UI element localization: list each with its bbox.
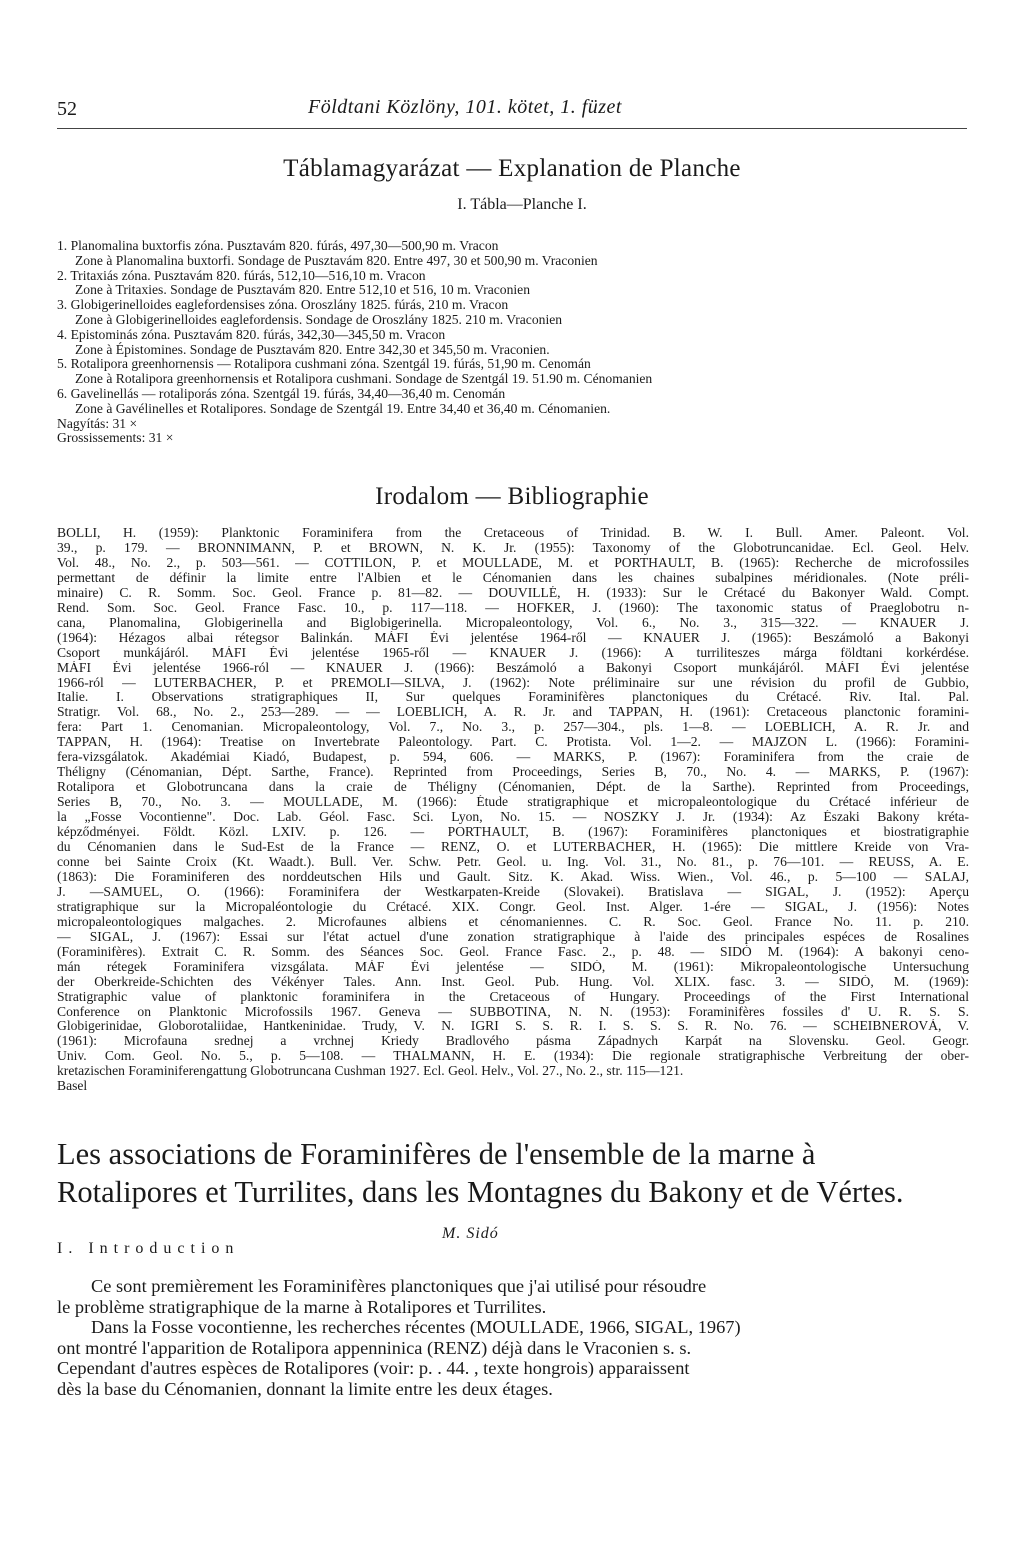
bibliography-line: Théligny (Cénomanian, Dépt. Sarthe, France). Reprinted from Proceedings, Series B, 70., No. 4. — MARKS, P. (1967): (57, 765, 969, 780)
explanation-line: 6. Gavelinellás — rotaliporás zóna. Szentgál 19. fúrás, 34,40—36,40 m. Cenomán (57, 385, 506, 401)
article-author: M. Sidó (442, 1225, 499, 1242)
explanation-line: Zone à Planomalina buxtorfi. Sondage de Pusztavám 820. Entre 497, 30 et 500,90 m. Vraconien (75, 252, 598, 268)
explanation-line: 4. Epistominás zóna. Pusztavám 820. fúrás, 342,30—345,50 m. Vracon (57, 326, 446, 342)
bibliography-line: du Cénomanien dans le Sud-Est de la France — RENZ, O. et LUTERBACHER, H. (1965): Die mittlere Kreide von Vra- (57, 840, 969, 855)
bibliography-line: stratigraphique sur la Micropaléontologie du Crétacé. XIX. Congr. Geol. Inst. Alger. 1-ére — SIGAL, J. (1956): Notes (57, 899, 969, 914)
page-number: 52 (57, 98, 77, 120)
paragraph-line: Dans la Fosse vocontienne, les recherches récentes (MOULLADE, 1966, SIGAL, 1967) (91, 1317, 741, 1337)
bibliography-line: minaire) C. R. Somm. Soc. Geol. France p. 81—82. — DOUVILLÉ, H. (1933): Sur le Crétacé du Bakonyer Wald. Compt. (57, 585, 969, 600)
paragraph-line: dès la base du Cénomanien, donnant la limite entre les deux étages. (57, 1378, 553, 1399)
bibliography-line: MÁFI Évi jelentése 1966-ról — KNAUER J. (1966): Beszámoló a Bakonyi Csoport munkájáról. MÁFI Évi jelentése (57, 660, 969, 675)
bibliography-line: la „Fosse Vocontienne". Doc. Lab. Géol. Fasc. Sci. Lyon, No. 15. — NOSZKY J. Jr. (1934): Az Északi Bakony kréta- (57, 810, 969, 825)
article-title-line: Les associations de Foraminifères de l'ensemble de la marne à (57, 1137, 816, 1171)
bibliography-line: permettant de définir la limite entre l'Albien et le Cénomanien dans les chaines subalpines méridionales. (Note préli- (57, 570, 969, 585)
explanation-line: Zone à Épistomines. Sondage de Pusztavám 820. Entre 342,30 et 345,50 m. Vraconien. (75, 341, 550, 357)
bibliography-line: (Foraminifères). Extrait C. R. Somm. des Séances Soc. Geol. France Fasc. 2., p. 48. — SIDÓ M. (1964): A bakonyi ceno- (57, 944, 969, 959)
magnification-line: Grossissements: 31 × (57, 430, 174, 446)
paragraph-line: ont montré l'apparition de Rotalipora appenninica (RENZ) déjà dans le Vraconien s. s. (57, 1337, 692, 1358)
bibliography-line: (1961): Microfauna srednej a vrchnej Kriedy Bradlového pásma Západnych Karpát na Slovensku. Geol. Geogr. (57, 1034, 969, 1049)
plate-explanation-title: Táblamagyarázat — Explanation de Planche (283, 155, 741, 182)
explanation-line: Zone à Tritaxies. Sondage de Pusztavám 820. Entre 512,10 et 516, 10 m. Vraconien (75, 282, 530, 298)
bibliography-line: J. —SAMUEL, O. (1966): Foraminifera der Westkarpaten-Kreide (Slovakei). Bratislava — SIGAL, J. (1952): Aperçu (57, 884, 969, 899)
article-title-line: Rotalipores et Turrilites, dans les Montagnes du Bakony et de Vértes. (57, 1175, 904, 1209)
paragraph-line: Ce sont premièrement les Foraminifères planctoniques que j'ai utilisé pour résoudre (91, 1276, 707, 1296)
bibliography-line: képződményei. Földt. Közl. LXIV. p. 126. — PORTHAULT, B. (1967): Foraminifères planctoniques et biostratigraphie (57, 825, 969, 840)
introduction-paragraph (57, 1276, 969, 1399)
bibliography-line: Rotalipora et Globotruncana dans la craie de Théligny (Cénomanien, Dépt. de la Sarthe). Reprinted from Proceedings, (57, 780, 969, 795)
bibliography-line: kretazischen Foraminiferengattung Globotruncana Cushman 1927. Ecl. Geol. Helv., Vol. 27., No. 2., str. 115—121. (57, 1064, 684, 1079)
plate-explanation-list (57, 239, 977, 446)
bibliography-line: fera-vizsgálatok. Akadémiai Kiadó, Budapest, p. 594, 606. — MARKS, P. (1967): Foraminifera from the craie de (57, 750, 969, 765)
explanation-line: 1. Planomalina buxtorfis zóna. Pusztavám 820. fúrás, 497,30—500,90 m. Vracon (57, 238, 499, 253)
bibliography-title: Irodalom — Bibliographie (375, 483, 649, 510)
bibliography-line: (1863): Die Foraminiferen des norddeutschen Hils und Gault. Sitz. K. Akad. Wiss. Wien., Vol. 46., p. 5—100 — SALAJ, (57, 869, 969, 884)
bibliography-line: cana, Planomalina, Globigerinella and Biglobigerinella. Micropaleontology, Vol. 6., No. 3., 315—322. — KNAUER J. (57, 615, 969, 630)
bibliography-text (57, 526, 969, 1094)
bibliography-line: Italie. I. Observations stratigraphiques II, Sur quelques Foraminifères planctoniques du Crétacé. Riv. Ital. Pal. (57, 690, 969, 705)
bibliography-line: BOLLI, H. (1959): Planktonic Foraminifera from the Cretaceous of Trinidad. B. W. I. Bull. Amer. Paleont. Vol. (57, 526, 969, 540)
bibliography-line: Univ. Com. Geol. No. 5., p. 5—108. — THALMANN, H. E. (1934): Die regionale stratigraphische Verbreitung der ober- (57, 1049, 969, 1064)
explanation-line: Zone à Globigerinelloides eaglefordensis. Sondage de Oroszlány 1825. 210 m. Vraconien (75, 311, 563, 327)
paragraph-line: le problème stratigraphique de la marne à Rotalipores et Turrilites. (57, 1296, 547, 1317)
bibliography-line: 1966-ról — LUTERBACHER, P. et PREMOLI—SILVA, J. (1962): Note préliminaire sur une révision du profil de Gubbio, (57, 675, 969, 690)
bibliography-line: der Oberkreide-Schichten des Vékényer Tales. Ann. Inst. Geol. Pub. Hung. Vol. XLIX. fasc. 3. — SIDÓ, M. (1969): (57, 974, 969, 989)
bibliography-line: Rend. Som. Soc. Geol. France Fasc. 10., p. 117—118. — HOFKER, J. (1960): The taxonomic status of Praeglobotru n- (57, 600, 969, 615)
bibliography-line: Series B, 70., No. 3. — MOULLADE, M. (1966): Étude stratigraphique et micropaleontologique du Crétacé inférieur de (57, 795, 969, 810)
bibliography-line: Globigerinidae, Globorotaliidae, Hantkeninidae. Trudy, V. N. IGRI S. S. R. I. S. S. S. R. No. 76. — SCHEIBNEROVÁ, V. (57, 1019, 969, 1034)
section-heading: I. Introduction (57, 1240, 240, 1257)
bibliography-line: Basel (57, 1079, 88, 1094)
header-rule (57, 128, 967, 129)
bibliography-line: 39., p. 179. — BRONNIMANN, P. et BROWN, N. K. Jr. (1955): Taxonomy of the Globotruncanidae. Ecl. Geol. Helv. (57, 540, 969, 555)
article-title (57, 1135, 969, 1211)
bibliography-line: Stratigr. Vol. 68., No. 2., 253—289. — — LOEBLICH, A. R. Jr. and TAPPAN, H. (1961): Cretaceous planctonic foramini- (57, 705, 969, 720)
explanation-line: 5. Rotalipora greenhornensis — Rotalipora cushmani zóna. Szentgál 19. fúrás, 51,90 m. Cenomán (57, 356, 591, 372)
journal-header: Földtani Közlöny, 101. kötet, 1. füzet (308, 96, 622, 118)
explanation-line: Zone à Gavélinelles et Rotalipores. Sondage de Szentgál 19. Entre 34,40 et 36,40 m. Cénomanien. (75, 400, 611, 416)
bibliography-line: Stratigraphic value of planktonic foraminifera in the Cretaceous of Hungary. Proceedings of the First International (57, 989, 969, 1004)
bibliography-line: Csoport munkájáról. MÁFI Évi jelentése 1965-ről — KNAUER J. (1966): A turriliteszes márga földtani korkérdése. (57, 645, 969, 660)
explanation-line: Zone à Rotalipora greenhornensis et Rotalipora cushmani. Sondage de Szentgál 19. 51.90 m. Cénomanien (75, 371, 653, 387)
bibliography-line: (1964): Hézagos albai rétegsor Balinkán. MÁFI Évi jelentése 1964-ről — KNAUER J. (1965): Beszámoló a Bakonyi (57, 630, 969, 645)
bibliography-line: micropaleontologiques malgaches. 2. Microfaunes albiens et cénomaniennes. C. R. Soc. Geol. France No. 11. p. 210. (57, 914, 969, 929)
bibliography-line: Conference on Planktonic Microfossils 1967. Geneva — SUBBOTINA, N. N. (1953): Foraminifères fossiles d' U. R. S. S. (57, 1004, 969, 1019)
magnification-line: Nagyítás: 31 × (57, 415, 138, 431)
bibliography-line: conne bei Sainte Croix (Kt. Waadt.). Bull. Ver. Schw. Petr. Geol. u. Ing. Vol. 31., No. 81., p. 76—101. — REUSS, A. E. (57, 854, 969, 869)
bibliography-line: — SIGAL, J. (1967): Essai sur l'état actuel d'une zonation stratigraphique à l'aide des principales espéces de Rosalines (57, 929, 969, 944)
explanation-line: 3. Globigerinelloides eaglefordensises zóna. Oroszlány 1825. fúrás, 210 m. Vracon (57, 297, 509, 313)
plate-subtitle: I. Tábla—Planche I. (457, 196, 587, 213)
explanation-line: 2. Tritaxiás zóna. Pusztavám 820. fúrás, 512,10—516,10 m. Vracon (57, 267, 426, 283)
bibliography-line: TAPPAN, H. (1964): Treatise on Invertebrate Paleontology. Part. C. Protista. Vol. 1—2. — MAJZON L. (1966): Foramini- (57, 735, 969, 750)
paragraph-line: Cependant d'autres espèces de Rotalipores (voir: p. . 44. , texte hongrois) apparaissent (57, 1358, 690, 1378)
bibliography-line: fera: Part 1. Cenomanian. Micropaleontology, Vol. 7., No. 3., p. 257—304., pls. 1—8. — LOEBLICH, A. R. Jr. and (57, 720, 969, 735)
bibliography-line: mán rétegek Foraminifera vizsgálata. MÁF Évi jelentése — SIDÓ, M. (1961): Mikropaleontologische Untersuchung (57, 959, 969, 974)
bibliography-line: Vol. 48., No. 2., p. 503—561. — COTTILON, P. et MOULLADE, M. et PORTHAULT, B. (1965): Recherche de microfossiles (57, 555, 969, 570)
